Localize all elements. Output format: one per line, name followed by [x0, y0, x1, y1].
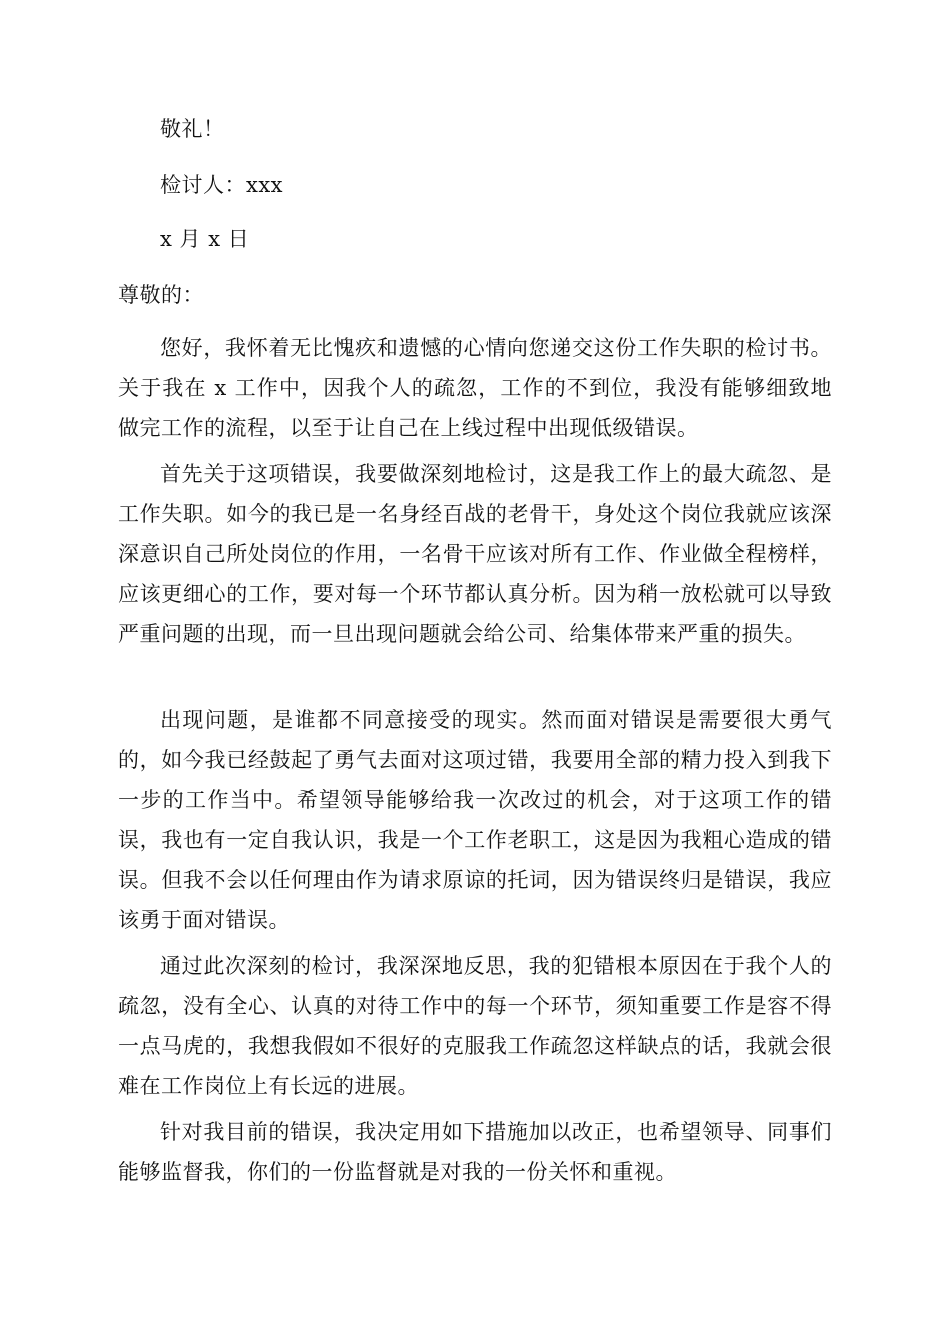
closing-date: x 月 x 日 — [160, 227, 250, 251]
closing-signer: 检讨人：xxx — [160, 173, 284, 197]
letter-greeting: 尊敬的： — [118, 283, 204, 307]
paragraph-1: 您好，我怀着无比愧疚和遗憾的心情向您递交这份工作失职的检讨书。关于我在 x 工作中，因我个人的疏忽，工作的不到位，我没有能够细致地做完工作的流程，以至于让自己在上线过程中出现低级错误。 — [118, 336, 832, 440]
paragraph-4: 通过此次深刻的检讨，我深深地反思，我的犯错根本原因在于我个人的疏忽，没有全心、认真的对待工作中的每一个环节，须知重要工作是容不得一点马虎的，我想我假如不很好的克服我工作疏忽这样缺点的话，我就会很难在工作岗位上有长远的进展。 — [118, 954, 832, 1098]
paragraph-3: 出现问题，是谁都不同意接受的现实。然而面对错误是需要很大勇气的，如今我已经鼓起了勇气去面对这项过错，我要用全部的精力投入到我下一步的工作当中。希望领导能够给我一次改过的机会，对于这项工作的错误，我也有一定自我认识，我是一个工作老职工，这是因为我粗心造成的错误。但我不会以任何理由作为请求原谅的托词，因为错误终归是错误，我应该勇于面对错误。 — [118, 708, 832, 932]
closing-salute: 敬礼！ — [160, 117, 225, 141]
paragraph-2: 首先关于这项错误，我要做深刻地检讨，这是我工作上的最大疏忽、是工作失职。如今的我已是一名身经百战的老骨干，身处这个岗位我就应该深深意识自己所处岗位的作用，一名骨干应该对所有工作、作业做全程榜样，应该更细心的工作，要对每一个环节都认真分析。因为稍一放松就可以导致严重问题的出现，而一旦出现问题就会给公司、给集体带来严重的损失。 — [118, 462, 832, 646]
paragraph-5: 针对我目前的错误，我决定用如下措施加以改正，也希望领导、同事们能够监督我，你们的一份监督就是对我的一份关怀和重视。 — [118, 1120, 832, 1184]
